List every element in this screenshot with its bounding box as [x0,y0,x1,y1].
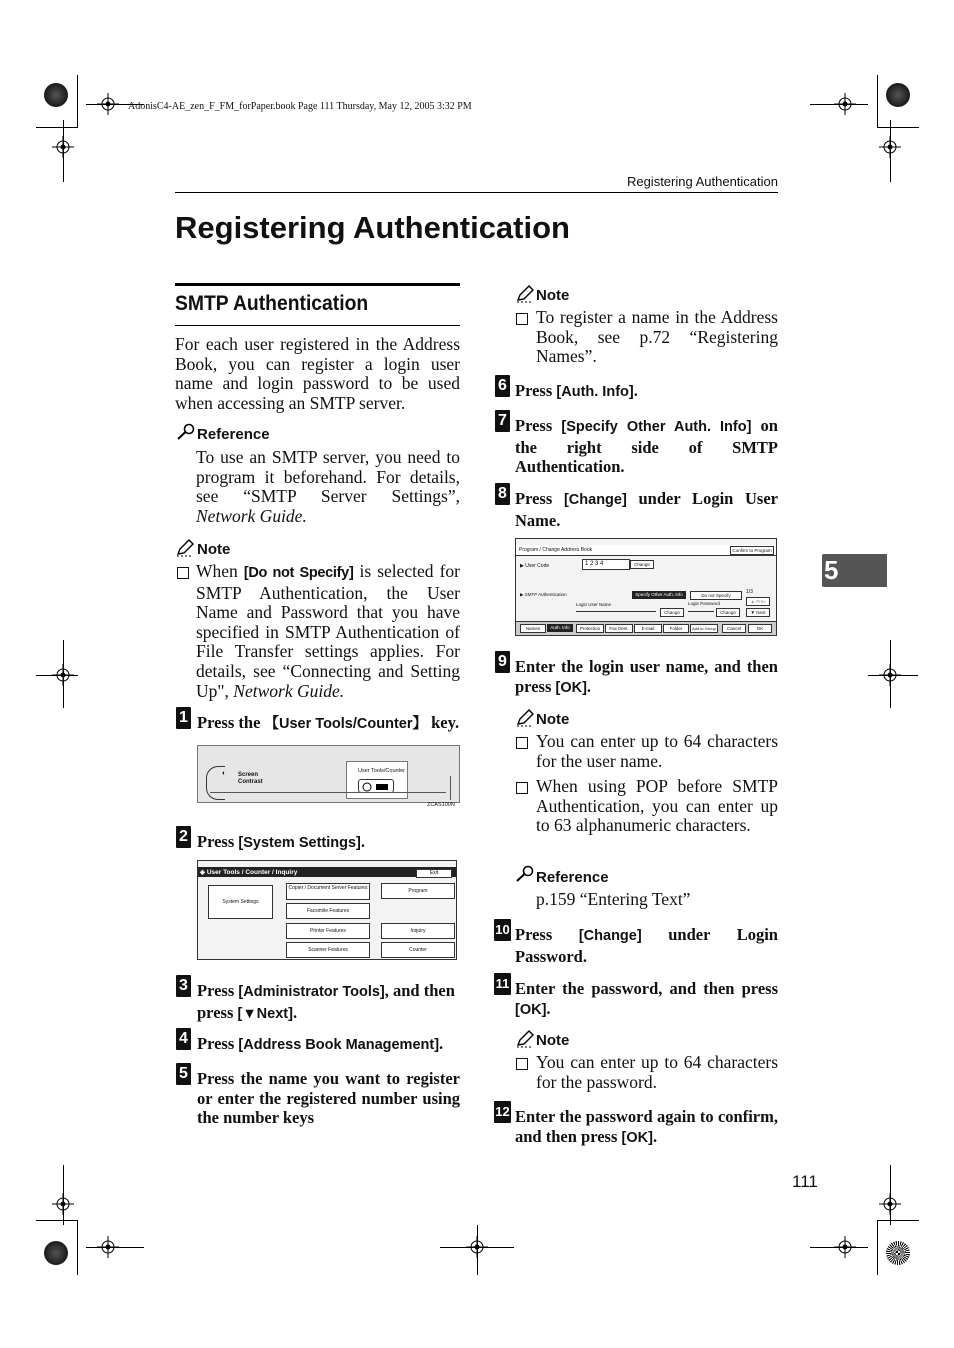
fax-features-button[interactable] [286,903,370,919]
step-10-post: under Login Password. [515,925,778,966]
copier-features-button[interactable] [286,883,370,900]
registration-target [879,1193,901,1215]
screen-label: Screen [238,772,259,778]
note-pencil-icon [515,1030,535,1048]
crop-mark [877,75,878,127]
inquiry-label: Inquiry [410,928,426,934]
registration-ball [44,83,68,107]
step-number-5: 5 [176,1063,191,1085]
step-6-key: [Auth. Info] [556,384,634,400]
step-2-post: . [360,832,366,851]
registration-target [52,664,74,686]
printer-features-button[interactable] [286,923,370,939]
registration-target [879,664,901,686]
note-heading: Note [536,287,570,304]
login-user-line [576,611,656,612]
user-code-change-button[interactable]: Change [630,560,654,569]
reference-text: p.159 “Entering Text” [536,889,691,909]
step-number-11: 11 [494,973,511,995]
step-11-post: . [546,998,551,1018]
print-header: AdonisC4-AE_zen_F_FM_forPaper.book Page 111 Thursday, May 12, 2005 3:32 PM [128,101,472,112]
step-7-pre: Press [515,416,562,435]
note-item: When using POP before SMTP Authentication, you can enter up to 63 alphanumeric characters. [536,776,778,836]
step-6-post: . [633,381,638,400]
step-1 [197,713,460,735]
screen-title-text: User Tools / Counter / Inquiry [206,869,298,876]
step-12 [515,1107,778,1148]
step-3-key2: [▼Next] [237,1005,293,1022]
step-1-key: 【User Tools/Counter】 [264,716,427,732]
crop-mark [77,75,78,127]
note-pencil-icon [175,539,195,557]
step-12-post: . [652,1126,658,1146]
system-settings-label: System Settings [222,899,259,905]
program-label: Program [408,888,428,894]
step-7 [515,416,778,477]
counter-button[interactable] [381,942,455,958]
note-key: [Do not Specify] [243,565,354,581]
specify-other-auth-button[interactable]: Specify Other Auth. Info [632,591,686,599]
note-heading: Note [536,1032,570,1049]
do-not-specify-button[interactable]: Do not Specify [690,591,742,600]
reference-text [196,448,460,526]
step-4-pre: Press [197,1034,239,1053]
tab-names[interactable]: Names [520,624,546,633]
step-7-key: [Specify Other Auth. Info] [561,419,752,435]
note-text [196,562,460,701]
step-11-key: [OK] [515,1001,547,1018]
registration-ball [886,83,910,107]
contrast-label [238,772,263,786]
reference-body: To use an SMTP server, you need to program it beforehand. For details, see “SMTP Server Settings”, [196,447,460,507]
user-tools-key-area [346,761,408,799]
intro-paragraph: For each user registered in the Address Book, you can register a login user name and login password to be used when accessing an SMTP server. [175,334,460,413]
crop-mark [877,127,919,128]
registration-target [834,93,856,115]
page-title: Registering Authentication [175,210,570,245]
reference-icon [515,865,535,883]
tab-add-to-group[interactable]: Add to Group [690,624,718,633]
user-tools-key-label: User Tools/Counter [358,768,405,774]
step-4 [197,1034,460,1056]
step-number-10: 10 [494,919,511,941]
scanner-features-button[interactable] [286,942,370,958]
step-12-key: [OK] [621,1129,653,1146]
control-panel-illustration [197,745,460,803]
note-bullet [516,1058,528,1070]
step-number-8: 8 [495,483,510,505]
step-number-9: 9 [495,651,510,673]
user-tools-screen [197,860,457,960]
address-book-screen [515,538,777,636]
smtp-text: SMTP Authentication [524,592,567,597]
smtp-label: ▶ SMTP Authentication [520,592,567,597]
counter-label: Counter [409,947,427,953]
registration-target [466,1236,488,1258]
step-3-key: [Administrator Tools] [238,984,385,1000]
note-body: is selected for SMTP Authentication, the User Name and Password that you have specified in SMTP Authentication of File Transfer settings applies. For details, see “Connecting and Setting Up", [196,561,460,701]
note-heading: Note [197,541,231,558]
section-title: SMTP Authentication [175,292,369,315]
running-header: Registering Authentication [626,174,778,189]
step-1-post: key. [426,713,460,732]
step-number-7: 7 [495,410,510,432]
registration-ball [44,1241,68,1265]
program-button[interactable] [381,883,455,899]
contrast-icon: ◐ [222,770,227,777]
step-9-key: [OK] [555,679,587,696]
step-number-6: 6 [495,375,510,397]
step-4-key: [Address Book Management] [238,1037,440,1053]
registration-target [879,136,901,158]
panel-edge [450,776,459,800]
note-text: You can enter up to 64 characters for the password. [536,1052,778,1092]
figure-code: ZCAS100N [427,802,455,808]
login-password-change-button[interactable]: Change [716,608,740,617]
user-code-label: ▶ User Code [520,563,550,569]
login-user-change-button[interactable]: Change [660,608,684,617]
crop-mark [877,1220,878,1275]
step-12-pre: Enter the password again to confirm, and then press [515,1107,778,1146]
page-number: 111 [792,1172,818,1191]
user-code-field[interactable]: 1 2 3 4 [582,559,630,570]
crop-mark [36,127,78,128]
tab-protection[interactable]: Protection [576,624,604,633]
user-code-text: User Code [525,563,550,569]
login-password-line [688,611,714,612]
step-8-pre: Press [515,489,564,508]
registration-target [97,1236,119,1258]
ok-button[interactable]: OK [748,624,772,633]
tab-folder[interactable]: Folder [663,624,689,633]
step-6-pre: Press [515,381,557,400]
crop-mark [877,1220,919,1221]
step-7-post: on the right side of SMTP Authentication. [515,416,778,477]
login-password-label: Login Password [688,601,721,606]
step-number-4: 4 [176,1028,191,1050]
tab-fax-dest[interactable]: Fax Dest. [605,624,633,633]
step-9-post: . [586,676,592,696]
note-pencil-icon [515,285,535,303]
registration-target [52,1193,74,1215]
reference-icon [176,423,196,441]
step-4-post: . [439,1034,444,1053]
note-pre: When [196,561,244,581]
next-button[interactable]: ▼ Next [746,608,770,617]
registration-target [52,136,74,158]
step-3-post: , and then press [197,981,455,1022]
printer-features-label: Printer Features [310,928,346,934]
user-tools-counter-key[interactable] [358,779,394,793]
prev-button[interactable]: ▲ Prev [746,597,770,606]
note-bullet [177,567,189,579]
registration-target [834,1236,856,1258]
step-3-post2: . [292,1002,298,1022]
note-guide: Network Guide. [233,680,345,701]
step-8-post: under Login User Name. [515,489,778,530]
login-user-name-label: Login User Name [576,602,612,607]
note-text: To register a name in the Address Book, see p.72 “Registering Names”. [536,307,778,367]
registration-target [97,93,119,115]
step-11 [515,979,778,1020]
scanner-features-label: Scanner Features [308,947,348,953]
step-2-key: [System Settings] [238,835,361,851]
step-9-pre: Enter the login user name, and then press [515,657,778,696]
exit-button[interactable]: Exit [416,869,452,878]
step-10-pre: Press [515,925,579,944]
step-2 [197,832,460,854]
cancel-button[interactable]: Cancel [722,624,746,633]
section-rule-top [175,283,460,286]
step-10-key: [Change] [578,928,642,944]
step-10 [515,925,778,966]
header-rule [175,192,778,193]
screen-title: ◈ User Tools / Counter / Inquiry [200,869,298,876]
step-8 [515,489,778,530]
copier-features-label: Copier / Document Server Features [288,885,368,891]
note-pencil-icon [515,709,535,727]
step-9 [515,657,778,698]
reference-heading: Reference [536,869,609,886]
reference-heading: Reference [197,426,270,443]
step-5: Press the name you want to register or enter the registered number using the number keys [197,1069,460,1128]
tab-auth-info[interactable]: Auth. Info [547,624,573,632]
chapter-tab: 5 [822,554,887,587]
fax-features-label: Facsimile Features [306,908,350,914]
note-item: You can enter up to 64 characters for the user name. [536,731,778,771]
step-number-12: 12 [494,1101,511,1123]
note-heading: Note [536,711,570,728]
section-rule-bottom [175,325,460,326]
crop-mark [77,1220,78,1275]
note-bullet [516,737,528,749]
step-1-pre: Press the [197,713,265,732]
screen-title: Program / Change Address Book [519,547,593,553]
panel-line [210,792,446,793]
step-3-pre: Press [197,981,239,1000]
step-8-key: [Change] [563,492,627,508]
contrast-word: Contrast [238,779,263,785]
inquiry-button[interactable] [381,923,455,939]
step-number-2: 2 [176,826,191,848]
step-11-pre: Enter the password, and then press [515,979,778,998]
step-6 [515,381,778,403]
crop-mark [36,1220,78,1221]
confirm-button[interactable]: Confirm to Program [730,546,774,555]
step-3 [197,981,460,1024]
note-bullet [516,782,528,794]
step-2-pre: Press [197,832,239,851]
step-number-3: 3 [176,975,191,997]
tab-email[interactable]: E-mail [634,624,662,633]
note-bullet [516,313,528,325]
reference-guide: Network Guide. [196,505,307,526]
registration-ball [886,1241,910,1265]
page-indicator: 1/3 [746,589,753,595]
system-settings-button[interactable] [208,885,273,919]
step-number-1: 1 [176,707,191,729]
